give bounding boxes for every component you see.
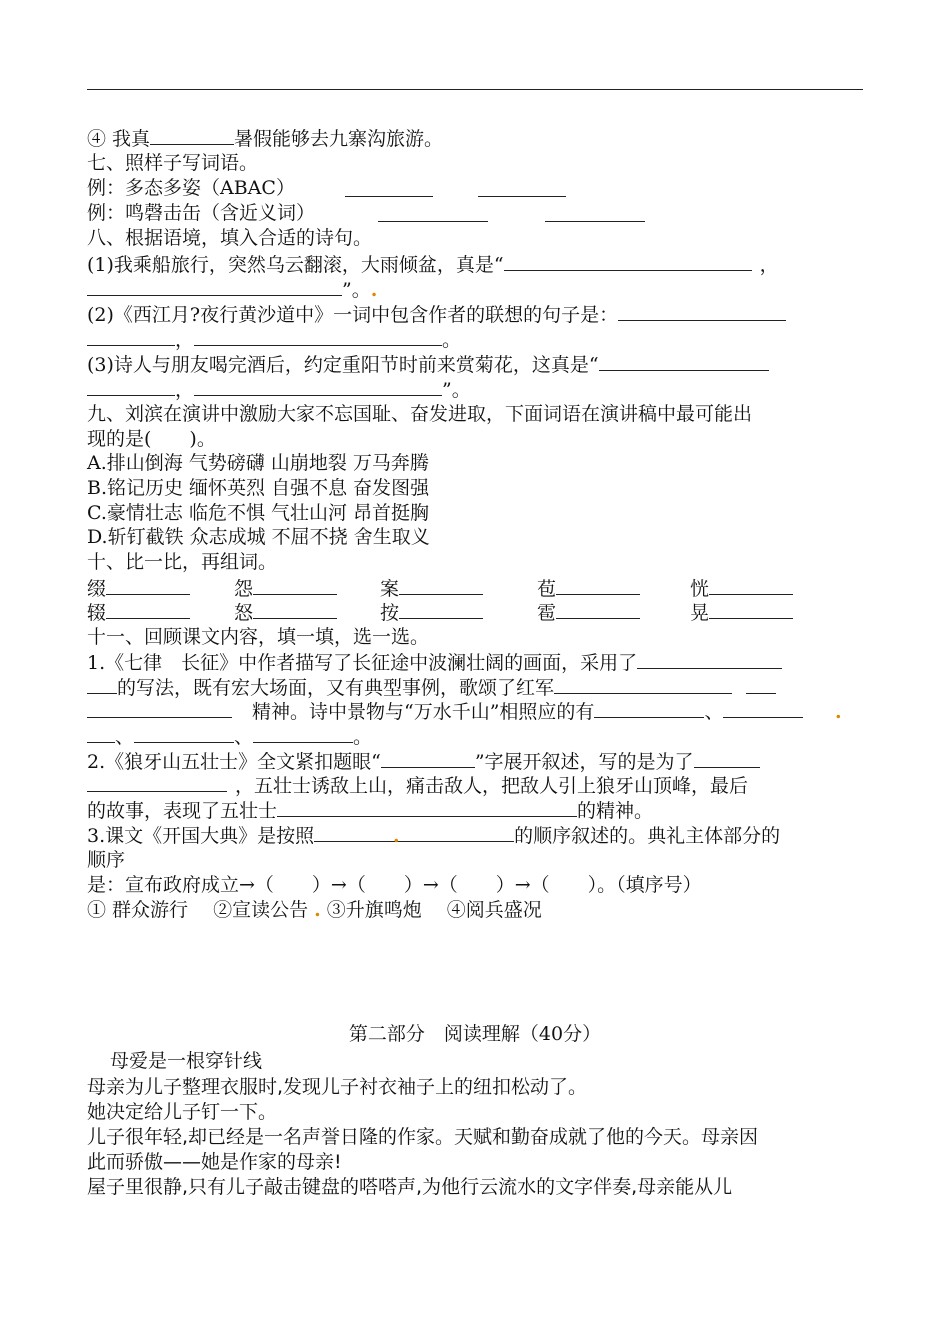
- s11-q1-end: 。: [353, 726, 373, 748]
- s11-q1-sep2: 、: [115, 726, 135, 748]
- char: 怨: [234, 578, 254, 600]
- blank[interactable]: [277, 798, 577, 817]
- blank[interactable]: [253, 724, 353, 743]
- s8-q2: [87, 302, 786, 327]
- s8-q3-comma: ，: [175, 379, 195, 401]
- s7-ex1: [87, 176, 295, 200]
- s11-q3: [87, 823, 780, 848]
- s8-q2-text: (2)《西江月?夜行黄沙道中》一词中包含作者的联想的句子是：: [87, 304, 619, 326]
- s11-q1-text: 1.《七律 长征》中作者描写了长征途中波澜壮阔的画面，采用了: [87, 652, 638, 674]
- blank[interactable]: [694, 749, 760, 768]
- s8-q3-end: ”。: [442, 379, 471, 401]
- char: 按: [380, 602, 400, 624]
- blank[interactable]: [723, 699, 803, 718]
- s11-q3-options: [87, 898, 542, 922]
- section-9-question: 九、刘滨在演讲中激励大家不忘国耻、奋发进取，下面词语在演讲稿中最可能出: [87, 403, 753, 425]
- compare-cell: [690, 576, 793, 601]
- story-paragraph: 母亲为儿子整理衣服时,发现儿子衬衣袖子上的纽扣松动了。: [87, 1076, 588, 1098]
- orange-mark: .: [393, 825, 400, 847]
- blank[interactable]: [746, 675, 776, 694]
- blank[interactable]: [618, 302, 786, 321]
- s7-ex2: [87, 201, 315, 225]
- s8-q2-end: 。: [442, 329, 462, 351]
- s6-q4: [87, 126, 443, 151]
- story-paragraph: 屋子里很静,只有儿子敲击键盘的嗒嗒声,为他行云流水的文字伴奏,母亲能从儿: [87, 1176, 733, 1198]
- s8-q1-comma: ，: [759, 254, 779, 276]
- s8-q3-cont: [87, 377, 471, 402]
- story-paragraph-cont: 此而骄傲——她是作家的母亲!: [87, 1151, 342, 1173]
- s8-q2-comma: ，: [175, 329, 195, 351]
- blank[interactable]: [399, 576, 483, 595]
- char: 晃: [690, 602, 710, 624]
- s8-q3: [87, 352, 769, 377]
- s11-q1: [87, 650, 782, 675]
- s6-q4-end: 暑假能够去九寨沟旅游。: [234, 128, 444, 150]
- s8-q1-cont: [87, 277, 377, 302]
- story-paragraph: 儿子很年轻,却已经是一名声誉日隆的作家。天赋和勤奋成就了他的今天。母亲因: [87, 1126, 759, 1148]
- s11-q1-sep: 、: [704, 701, 724, 723]
- option-d[interactable]: D.斩钉截铁 众志成城 不屈不挠 舍生取义: [87, 526, 430, 548]
- option-b[interactable]: B.铭记历史 缅怀英烈 自强不息 奋发图强: [87, 477, 430, 499]
- part2-heading: 第二部分 阅读理解（40分）: [348, 1023, 602, 1045]
- s11-q1-text2: 的写法，既有宏大场面，又有典型事例，歌颂了红军: [117, 677, 555, 699]
- s11-q1-cont3: [87, 724, 372, 749]
- compare-cell: [234, 600, 337, 625]
- blank[interactable]: [253, 576, 337, 595]
- blank[interactable]: [87, 377, 175, 396]
- blank[interactable]: [194, 377, 442, 396]
- s11-q1-cont2: [87, 699, 803, 724]
- section-10-title: 十、比一比，再组词。: [87, 551, 278, 573]
- s11-q2-text4: 的故事，表现了五壮士: [87, 800, 278, 822]
- section-7-title: 七、照样子写词语。: [87, 152, 259, 174]
- char: 苞: [537, 578, 557, 600]
- char: 案: [380, 578, 400, 600]
- blank[interactable]: [106, 600, 190, 619]
- compare-cell: [537, 600, 640, 625]
- char: 怒: [234, 602, 254, 624]
- s11-q3-text: 3.课文《开国大典》是按照: [87, 825, 315, 847]
- s11-q2-end: 的精神。: [577, 800, 654, 822]
- orange-mark: .: [314, 899, 321, 921]
- char: 缀: [87, 578, 107, 600]
- blank[interactable]: [150, 126, 234, 145]
- blank[interactable]: [599, 352, 769, 371]
- s6-q4-start: ④ 我真: [87, 128, 151, 150]
- s11-q1-sep3: 、: [234, 726, 254, 748]
- blank[interactable]: [87, 699, 232, 718]
- blank[interactable]: [345, 178, 433, 197]
- s11-q2-cont: [87, 773, 748, 798]
- blank[interactable]: [253, 600, 337, 619]
- blank[interactable]: [87, 773, 227, 792]
- char: 雹: [537, 602, 557, 624]
- s8-q1-text: (1)我乘船旅行，突然乌云翻滚，大雨倾盆，真是“: [87, 254, 504, 276]
- s11-q3-sequence: 是：宣布政府成立→（ ）→（ ）→（ ）→（ ）。（填序号）: [87, 874, 702, 896]
- orange-mark: .: [370, 279, 378, 301]
- s11-q3-options-a: ① 群众游行 ②宣读公告: [87, 899, 309, 921]
- s8-q3-text: (3)诗人与朋友喝完酒后，约定重阳节时前来赏菊花，这真是“: [87, 354, 599, 376]
- section-11-title: 十一、回顾课文内容，填一填，选一选。: [87, 626, 430, 648]
- blank[interactable]: [709, 600, 793, 619]
- blank[interactable]: [504, 252, 752, 271]
- blank[interactable]: [478, 178, 566, 197]
- s11-q2-text3: ，五壮士诱敌上山，痛击敌人，把敌人引上狼牙山顶峰，最后: [235, 775, 749, 797]
- top-rule: [87, 89, 863, 90]
- blank[interactable]: [87, 675, 117, 694]
- s11-q1-cont: [87, 675, 776, 700]
- compare-cell: [87, 600, 190, 625]
- s8-q1-end: ”。: [342, 279, 371, 301]
- blank[interactable]: [378, 203, 488, 222]
- blank[interactable]: [545, 203, 645, 222]
- orange-mark: .: [835, 701, 842, 723]
- blank[interactable]: [134, 724, 234, 743]
- blank[interactable]: [106, 576, 190, 595]
- section-8-title: 八、根据语境，填入合适的诗句。: [87, 227, 373, 249]
- s11-q2-text: 2.《狼牙山五壮士》全文紧扣题眼“: [87, 751, 381, 773]
- s11-q2: [87, 749, 760, 774]
- s11-q2-text2: ”字展开叙述，写的是为了: [474, 751, 694, 773]
- s11-q2-cont2: [87, 798, 653, 823]
- s8-q1: [87, 252, 779, 277]
- story-title: 母爱是一根穿针线: [110, 1050, 263, 1072]
- s11-q3-options-b: ③升旗鸣炮 ④阅兵盛况: [326, 899, 542, 921]
- blank[interactable]: [87, 327, 175, 346]
- blank[interactable]: [87, 277, 342, 296]
- compare-cell: [234, 576, 337, 601]
- blank[interactable]: [594, 699, 704, 718]
- blank[interactable]: [381, 749, 475, 768]
- blank[interactable]: [194, 327, 442, 346]
- option-c[interactable]: C.豪情壮志 临危不惧 气壮山河 昂首挺胸: [87, 502, 430, 524]
- blank[interactable]: [556, 576, 640, 595]
- blank[interactable]: [314, 823, 514, 842]
- s7-ex1-text: 例：多态多姿（ABAC）: [87, 177, 295, 199]
- compare-cell: [380, 576, 483, 601]
- story-paragraph: 她决定给儿子钉一下。: [87, 1101, 278, 1123]
- s7-ex2-text: 例：鸣磬击缶（含近义词）: [87, 202, 316, 224]
- compare-cell: [380, 600, 483, 625]
- char: 恍: [690, 578, 710, 600]
- char: 辍: [87, 602, 107, 624]
- blank[interactable]: [637, 650, 782, 669]
- section-9-question-cont: 现的是( )。: [87, 428, 216, 450]
- compare-cell: [690, 600, 793, 625]
- blank[interactable]: [87, 724, 115, 743]
- s8-q2-cont: [87, 327, 461, 352]
- blank[interactable]: [554, 675, 732, 694]
- blank[interactable]: [556, 600, 640, 619]
- s11-q3-text3: 顺序: [87, 849, 126, 871]
- compare-cell: [87, 576, 190, 601]
- blank[interactable]: [709, 576, 793, 595]
- compare-cell: [537, 576, 640, 601]
- s11-q3-text2: 的顺序叙述的。典礼主体部分的: [514, 825, 781, 847]
- s11-q1-text3: 精神。诗中景物与“万水千山”相照应的有: [252, 701, 595, 723]
- option-a[interactable]: A.排山倒海 气势磅礴 山崩地裂 万马奔腾: [87, 452, 429, 474]
- blank[interactable]: [399, 600, 483, 619]
